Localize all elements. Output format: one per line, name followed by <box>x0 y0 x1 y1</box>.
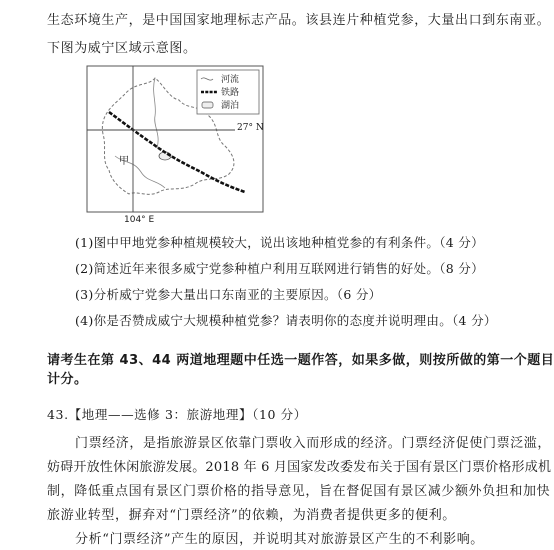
legend-river-label: 河流 <box>221 75 240 85</box>
q43-para-line-3: 制，降低重点国有景区门票价格的指导意见，旨在督促国有景区减少额外负担和加快 <box>47 484 551 499</box>
question-4: (4)你是否赞成威宁大规模种植党参？请表明你的态度并说明理由。（4 分） <box>75 313 497 328</box>
question-3: (3)分析威宁党参大量出口东南亚的主要原因。（6 分） <box>75 287 382 302</box>
intro-line-2: 下图为威宁区域示意图。 <box>47 41 197 56</box>
q43-para-line-4: 旅游业转型，摒弃对“门票经济”的依赖，为消费者提供更多的便利。 <box>47 508 456 523</box>
q43-para-line-1: 门票经济，是指旅游景区依靠门票收入而形成的经济。门票经济促使门票泛滥， <box>75 436 552 451</box>
legend-lake-label: 湖泊 <box>221 101 240 111</box>
q43-header: 43.【地理——选修 3：旅游地理】（10 分） <box>47 407 307 422</box>
question-2: (2)简述近年来很多威宁党参种植户利用互联网进行销售的好处。（8 分） <box>75 261 484 276</box>
question-1: (1)图中甲地党参种植规模较大，说出该地种植党参的有利条件。（4 分） <box>75 235 484 250</box>
instruction-line-1: 请考生在第 43、44 两道地理题中任选一题作答，如果多做，则按所做的第一个题目 <box>47 353 554 368</box>
longitude-label: 104° E <box>124 215 155 225</box>
instruction-line-2: 计分。 <box>47 372 88 387</box>
legend-railway-label: 铁路 <box>221 88 240 98</box>
q43-para-line-2: 妨碍开放性休闲旅游发展。2018 年 6 月国家发改委发布关于国有景区门票价格形成机 <box>47 460 552 475</box>
latitude-label: 27° N <box>237 123 264 133</box>
place-label-jia: 甲 <box>119 156 129 167</box>
q43-ask: 分析“门票经济”产生的原因，并说明其对旅游景区产生的不利影响。 <box>75 532 484 547</box>
weining-region-map <box>85 64 265 214</box>
intro-line-1: 生态环境生产，是中国国家地理标志产品。该县连片种植党参，大量出口到东南亚。 <box>47 13 551 28</box>
